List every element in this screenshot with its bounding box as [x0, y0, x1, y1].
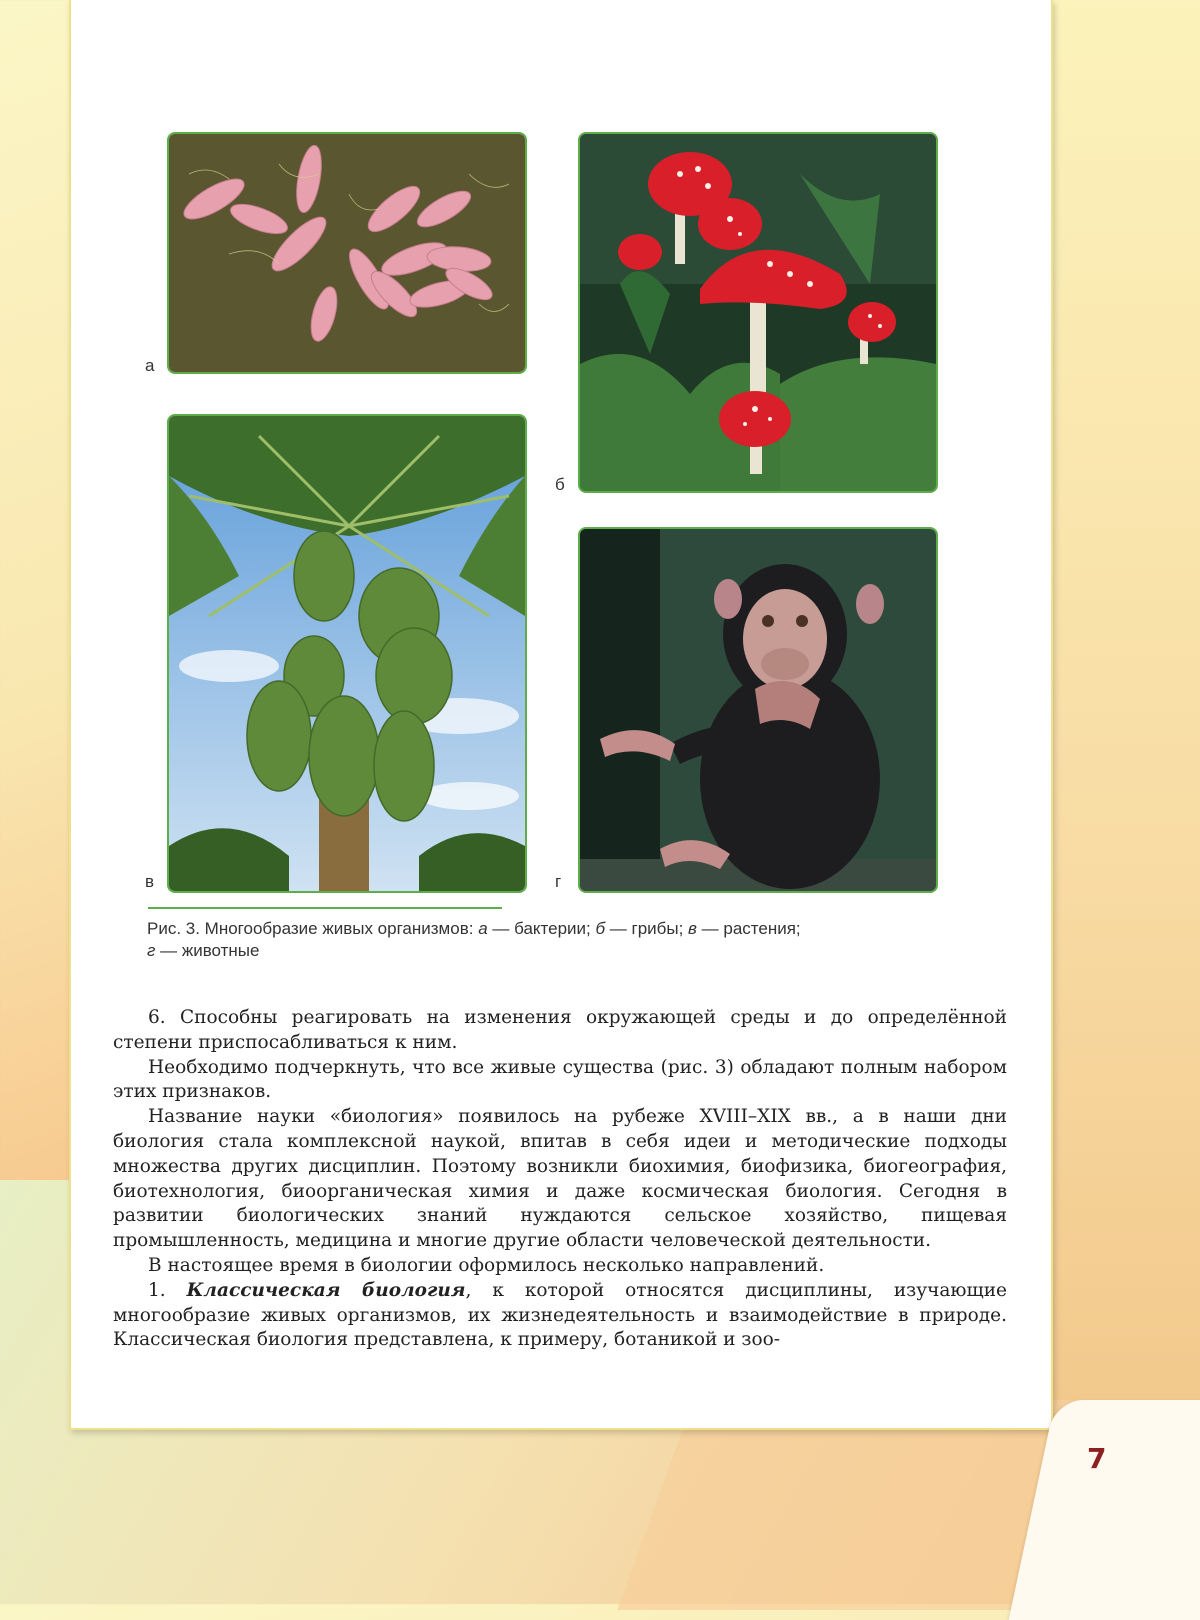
caption-rule — [148, 907, 502, 909]
papaya-tree-image — [169, 416, 525, 891]
figure-plant — [167, 414, 527, 893]
caption-text-v: — растения; — [696, 919, 801, 938]
caption-prefix: Рис. 3. Многообразие живых организмов: — [147, 919, 479, 938]
body-text — [113, 1006, 1007, 1353]
paragraph-classical-biology — [113, 1279, 1007, 1353]
page-number: 7 — [1087, 1442, 1107, 1475]
bacteria-image — [169, 134, 525, 372]
caption-text-g: — животные — [155, 941, 260, 960]
figure-label-b: б — [555, 475, 565, 494]
paragraph-directions: В настоящее время в биологии оформилось несколько направлений. — [148, 1254, 825, 1276]
term-classical-biology: Классическая биология — [186, 1279, 466, 1301]
figure-label-g: г — [555, 872, 562, 891]
textbook-page — [69, 0, 1053, 1430]
chimpanzee-image — [580, 529, 936, 891]
figure-mushrooms — [578, 132, 938, 493]
list-number: 1. — [148, 1279, 187, 1301]
background-right — [1040, 0, 1200, 1400]
caption-text-b: — грибы; — [605, 919, 689, 938]
paragraph-biology-name: Название науки «биология» появилось на рубеже XVIII–XIX вв., а в наши дни биология стала комплексной наукой, впитав в себя идеи и методические подходы множества других дисциплин. Поэтому возникли биохимия, биофизика, биогеография, биотехнология, биоорганическая химия и даже космическая биология. Сегодня в развитии биологических знаний нуждаются сельское хозяйство, пищевая промышленность, медицина и многие другие области человеческой деятельности. — [113, 1106, 1007, 1252]
paragraph-signs: Необходимо подчеркнуть, что все живые существа (рис. 3) обладают полным набором этих признаков. — [113, 1056, 1007, 1103]
figure-bacteria — [167, 132, 527, 374]
mushrooms-image — [580, 134, 936, 491]
figure-label-a: а — [145, 356, 155, 375]
paragraph-6: 6. Способны реагировать на изменения окружающей среды и до определённой степени приспосабливаться к ним. — [113, 1007, 1007, 1053]
caption-text-a: — бактерии; — [487, 919, 596, 938]
caption-letter-g: г — [147, 941, 156, 960]
paragraph-rest: , к которой относятся дисциплины, изучающие многообразие живых организмов, их жизнедеятельность и взаимодействие в природе. Классическая биология представлена, к примеру, ботаникой и зоо- — [113, 1279, 1007, 1351]
caption-letter-a: а — [478, 919, 488, 938]
caption-letter-v: в — [688, 919, 697, 938]
figure-caption — [147, 918, 947, 962]
figure-animal — [578, 527, 938, 893]
caption-letter-b: б — [595, 919, 606, 938]
figure-label-v: в — [145, 872, 155, 891]
